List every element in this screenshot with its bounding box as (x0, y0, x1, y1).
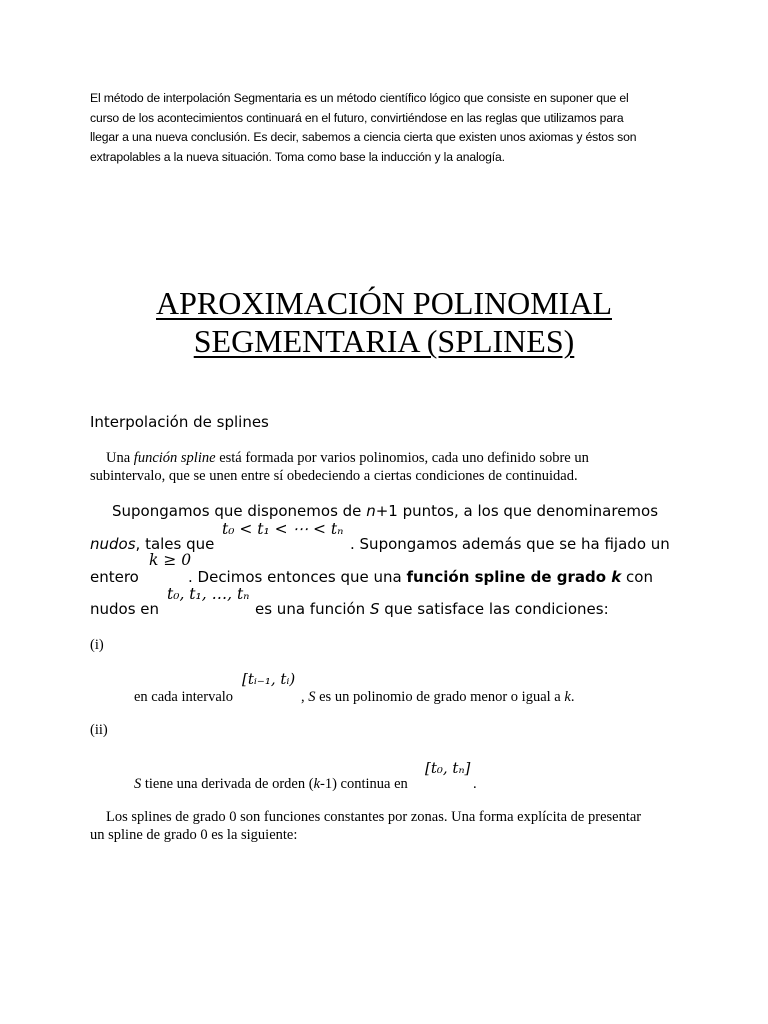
text-fragment: . Decimos entonces que una (188, 568, 407, 586)
para3-line-1: Los splines de grado 0 son funciones constantes por zonas. Una forma explícita de presentar (106, 809, 642, 825)
para3-line-2: un spline de grado 0 es la siguiente: (90, 827, 298, 843)
text-fragment: es una función (255, 600, 370, 618)
condition-ii-label: (ii) (90, 722, 108, 738)
page-title (60, 284, 708, 360)
para2-line-3 (188, 568, 653, 586)
text-fragment: Una (106, 450, 134, 466)
text-fragment: -1) continua en (320, 776, 408, 792)
term-nudos: nudos (90, 535, 136, 553)
text-fragment: tiene una derivada de orden ( (141, 776, 314, 792)
title-line-1: APROXIMACIÓN POLINOMIAL (156, 285, 612, 321)
text-fragment: con (621, 568, 653, 586)
intro-line: llegar a una nueva conclusión. Es decir, sabemos a ciencia cierta que existen unos axiomas y éstos son (90, 130, 637, 144)
intro-line: curso de los acontecimientos continuará en el futuro, convirtiéndose en las reglas que utilizamos para (90, 110, 624, 125)
text-fragment: que satisface las condiciones: (379, 600, 609, 618)
definition-line-2: subintervalo, que se unen entre sí obedeciendo a ciertas condiciones de continuidad. (90, 468, 578, 484)
var-k: k (611, 568, 622, 586)
text-fragment: . (570, 689, 575, 705)
para2-line-3-pre: entero (90, 568, 139, 586)
math-knot-list: t₀, t₁, …, tₙ (167, 585, 250, 603)
var-n: n (366, 502, 376, 520)
intro-line: extrapolables a la nueva situación. Toma como base la inducción y la analogía. (90, 149, 505, 164)
section-heading: Interpolación de splines (90, 413, 269, 431)
condition-i-text: , S es un polinomio de grado menor o igual a k. (301, 689, 575, 705)
intro-paragraph (90, 89, 690, 167)
var-k: k (564, 689, 571, 705)
para2-line-4 (255, 600, 609, 618)
term-funcion-spline: función spline (133, 450, 216, 466)
text-fragment: , tales que (135, 535, 215, 553)
para2-line-4-pre: nudos en (90, 600, 160, 618)
condition-i-label: (i) (90, 637, 104, 653)
term-spline-grado: función spline de grado (406, 568, 612, 586)
condition-ii-text (134, 775, 408, 794)
para2-line-2-post: . Supongamos además que se ha fijado un (350, 535, 670, 553)
var-k: k (313, 776, 320, 792)
text-fragment: Supongamos que disponemos de (112, 502, 367, 520)
text-fragment: +1 puntos, a los que denominaremos (375, 502, 659, 520)
math-interval-i: [tᵢ₋₁, tᵢ) (242, 670, 296, 688)
var-s: S (369, 600, 380, 618)
var-s: S (134, 776, 142, 792)
intro-line: El método de interpolación Segmentaria es un método científico lógico que consiste en suponer que el (90, 91, 629, 105)
definition-line-1 (106, 449, 589, 468)
condition-i-pre: en cada intervalo (134, 689, 234, 705)
var-s: S (308, 689, 316, 705)
text-fragment: está formada por varios polinomios, cada uno definido sobre un (215, 450, 589, 466)
math-k-nonneg: k ≥ 0 (149, 551, 192, 569)
para2-line-1 (112, 502, 658, 520)
condition-ii-end: . (473, 776, 477, 792)
title-line-2: SEGMENTARIA (SPLINES) (193, 323, 575, 359)
math-knots-ordering: t₀ < t₁ < ⋯ < tₙ (222, 520, 344, 538)
text-fragment: es un polinomio de grado menor o igual a (315, 689, 565, 705)
math-interval-0-n: [t₀, tₙ] (425, 759, 471, 777)
